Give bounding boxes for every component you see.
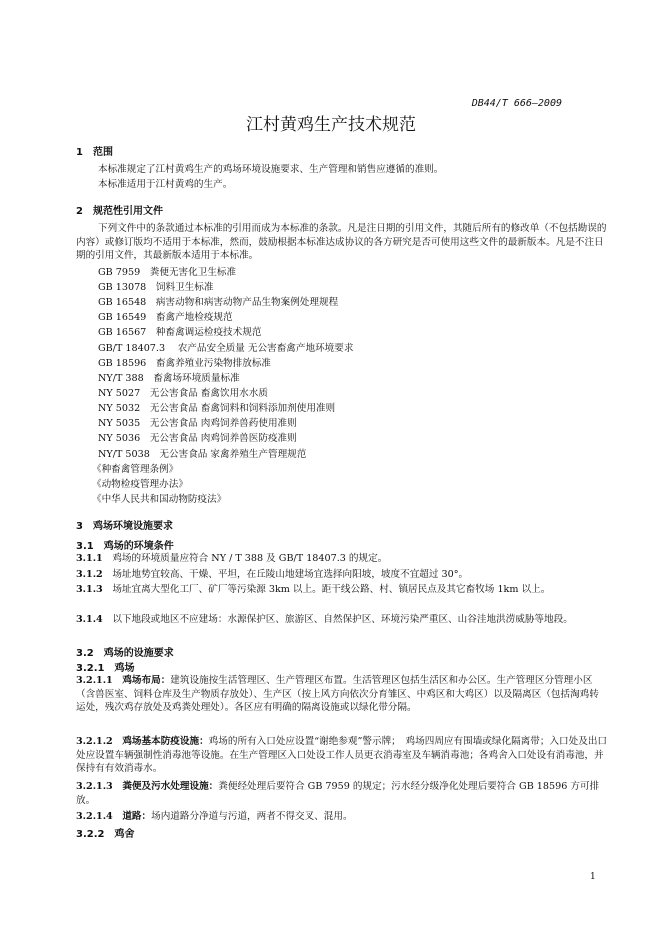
reference-item: NY/T 5038 无公害食品 家禽养殖生产管理规范 [98, 449, 307, 460]
clause [76, 810, 353, 824]
section-number: 3 [76, 521, 83, 532]
section-number: 3.2.2 [76, 829, 105, 840]
section-title: 鸡舍 [114, 829, 135, 840]
section-number: 2 [76, 206, 83, 217]
clause-number: 3.1.3 [76, 584, 103, 595]
clause-label: 鸡场基本防疫设施： [122, 736, 209, 747]
clause-text: 场址地势宜较高、干燥、平坦，在丘陵山地建场宜选择向阳坡，坡度不宜超过 30°。 [112, 569, 469, 580]
clause [76, 583, 608, 597]
clause-text: 以下地段或地区不应建场：水源保护区、旅游区、自然保护区、环境污染严重区、山谷洼地洪涝威胁等地段。 [112, 614, 573, 625]
clause-text: 粪便经处理后要符合 GB 7959 的规定；污水经分级净化处理后要符合 GB 18596 方可排放。 [76, 781, 600, 806]
reference-item: GB 7959 粪便无害化卫生标准 [98, 267, 237, 278]
section-2-heading [76, 202, 163, 217]
section-3-heading [76, 517, 173, 532]
section-number: 3.2.1 [76, 663, 105, 674]
paragraph: 下列文件中的条款通过本标准的引用而成为本标准的条款。凡是注日期的引用文件，其随后所有的修改单（不包括勘误的内容）或修订版均不适用于本标准，然而，鼓励根据本标准达成协议的各方研究是否可使用这些文件的最新版本。凡是不注日期的引用文件，其最新版本适用于本标准。 [76, 223, 607, 261]
section-title: 规范性引用文件 [92, 206, 163, 217]
clause-text: 鸡场的所有入口处应设置“谢绝参观”警示牌； 鸡场四周应有围墙或绿化隔离带；入口处及出口处应设置车辆强制性消毒池等设施。在生产管理区入口处设工作人员更衣消毒室及车辆消毒池；各鸡舍入口处设有消毒池，并保持有有效消毒水。 [76, 736, 608, 774]
subsection-heading [76, 644, 174, 659]
clause [76, 674, 608, 715]
reference-item: NY/T 388 畜禽场环境质量标准 [98, 373, 240, 384]
clause-number: 3.2.1.4 [76, 811, 113, 822]
reference-item: GB 13078 饲料卫生标准 [98, 282, 214, 293]
clause [76, 568, 468, 582]
section-number: 3.1 [76, 541, 94, 552]
paragraph: 本标准规定了江村黄鸡生产的鸡场环境设施要求、生产管理和销售应遵循的准则。 [98, 164, 444, 175]
clause [76, 613, 608, 627]
clause [76, 735, 608, 776]
clause-label: 粪便及污水处理设施： [122, 781, 219, 792]
clause-label: 鸡场布局： [122, 675, 171, 686]
page-number: 1 [590, 872, 596, 882]
clause-number: 3.1.2 [76, 569, 103, 580]
section-title: 范围 [92, 147, 113, 158]
reference-item: GB 16548 病害动物和病害动物产品生物案例处理规程 [98, 297, 339, 308]
standard-number: DB44/T 666—2009 [471, 98, 562, 109]
section-title: 鸡场 [114, 663, 135, 674]
section-number: 3.2 [76, 648, 94, 659]
subsection-heading [76, 537, 174, 552]
clause-number: 3.2.1.2 [76, 736, 113, 747]
clause-text: 场址宜离大型化工厂、矿厂等污染源 3km 以上。距干线公路、村、镇居民点及其它畜牧场 1km 以上。 [112, 584, 551, 595]
section-title: 鸡场环境设施要求 [92, 521, 173, 532]
clause-number: 3.1.1 [76, 553, 103, 564]
reference-item: GB 18596 畜禽养殖业污染物排放标准 [98, 358, 272, 369]
reference-item: NY 5035 无公害食品 肉鸡饲养兽药使用准则 [98, 418, 297, 429]
reference-item: GB 16567 种畜禽调运检疫技术规范 [98, 327, 262, 338]
reference-item: GB 16549 畜禽产地检疫规范 [98, 312, 233, 323]
reference-item: 《种畜禽管理条例》 [92, 464, 179, 475]
section-title: 鸡场的设施要求 [103, 648, 174, 659]
clause-label: 道路： [122, 811, 152, 822]
section-1-heading [76, 143, 113, 158]
clause-number: 3.2.1.1 [76, 675, 113, 686]
reference-item: 《中华人民共和国动物防疫法》 [92, 494, 227, 505]
clause-number: 3.1.4 [76, 614, 103, 625]
subsection-heading [76, 659, 134, 674]
subsection-heading [76, 825, 134, 840]
clause [76, 780, 608, 807]
clause-number: 3.2.1.3 [76, 781, 113, 792]
reference-item: NY 5027 无公害食品 畜禽饮用水水质 [98, 388, 268, 399]
reference-item: 《动物检疫管理办法》 [92, 479, 188, 490]
clause-text: 场内道路分净道与污道，两者不得交叉、混用。 [151, 811, 353, 822]
reference-item: GB/T 18407.3 农产品安全质量 无公害畜禽产地环境要求 [98, 343, 354, 354]
clause-text: 鸡场的环境质量应符合 NY / T 388 及 GB/T 18407.3 的规定。 [112, 553, 388, 564]
section-number: 1 [76, 147, 83, 158]
reference-item: NY 5032 无公害食品 畜禽饲料和饲料添加剂使用准则 [98, 403, 336, 414]
document-title: 江村黄鸡生产技术规范 [246, 115, 416, 135]
section-title: 鸡场的环境条件 [103, 541, 174, 552]
reference-item: NY 5036 无公害食品 肉鸡饲养兽医防疫准则 [98, 433, 297, 444]
clause-text: 建筑设施按生活管理区、生产管理区布置。生活管理区包括生活区和办公区。生产管理区分管理小区（含兽医室、饲料仓库及生产物质存放处）、生产区（按上风方向依次分育雏区、中鸡区和大鸡区）以及隔离区（包括淘鸡转运处，残次鸡存放处及鸡粪处理处）。各区应有明确的隔离设施或以绿化带分隔。 [76, 675, 599, 713]
clause [76, 552, 387, 566]
paragraph: 本标准适用于江村黄鸡的生产。 [98, 179, 233, 190]
